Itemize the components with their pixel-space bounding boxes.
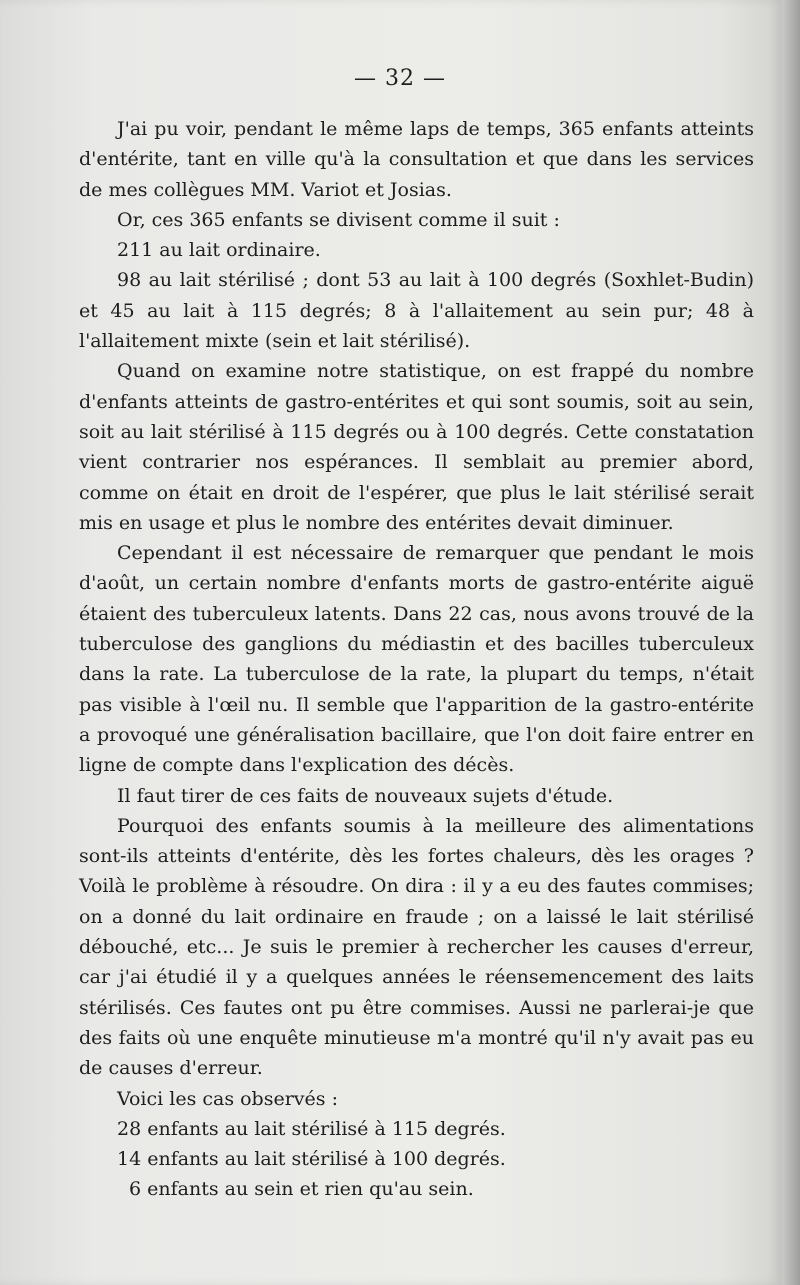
- paragraph: Or, ces 365 enfants se divisent comme il suit :: [117, 208, 560, 231]
- paragraph: J'ai pu voir, pendant le même laps de temps, 365 enfants atteints d'entérite, tant en ville qu'à la consultation et que dans les services de mes collègues MM. Variot et Josias.: [79, 118, 754, 201]
- paragraph: Voici les cas observés :: [117, 1087, 338, 1110]
- page-number: — 32 —: [354, 66, 446, 91]
- case-list-item: 28 enfants au lait stérilisé à 115 degrés.: [117, 1117, 506, 1140]
- paragraph: 211 au lait ordinaire.: [117, 239, 321, 262]
- body-text: [79, 114, 754, 1205]
- page-edge-shadow: [782, 0, 800, 1285]
- paragraph: Pourquoi des enfants soumis à la meilleure des alimentations sont-ils atteints d'entérite, dès les fortes chaleurs, dès les orages ? Voilà le problème à résoudre. On dira : il y a eu des fautes commises; on a donné du lait ordinaire en fraude ; on a laissé le lait stérilisé débouché, etc... Je suis le premier à rechercher les causes d'erreur, car j'ai étudié il y a quelques années le réensemencement des laits stérilisés. Ces fautes ont pu être commises. Aussi ne parlerai-je que des faits où une enquête minutieuse m'a montré qu'il n'y avait pas eu de causes d'erreur.: [79, 814, 754, 1080]
- paragraph: Quand on examine notre statistique, on est frappé du nombre d'enfants atteints de gastro-entérites et qui sont soumis, soit au sein, soit au lait stérilisé à 115 degrés ou à 100 degrés. Cette constatation vient contrarier nos espérances. Il semblait au premier abord, comme on était en droit de l'espérer, que plus le lait stérilisé serait mis en usage et plus le nombre des entérites devait diminuer.: [79, 360, 754, 534]
- paragraph: Cependant il est nécessaire de remarquer que pendant le mois d'août, un certain nombre d'enfants morts de gastro-entérite aiguë étaient des tuberculeux latents. Dans 22 cas, nous avons trouvé de la tuberculose des ganglions du médiastin et des bacilles tuberculeux dans la rate. La tuberculose de la rate, la plupart du temps, n'était pas visible à l'œil nu. Il semble que l'apparition de la gastro-entérite a provoqué une généralisation bacillaire, que l'on doit faire entrer en ligne de compte dans l'explication des décès.: [79, 542, 754, 777]
- case-list-item: 14 enfants au lait stérilisé à 100 degrés.: [117, 1148, 506, 1171]
- paragraph: 98 au lait stérilisé ; dont 53 au lait à 100 degrés (Soxhlet-Budin) et 45 au lait à 115 degrés; 8 à l'allaitement au sein pur; 48 à l'allaitement mixte (sein et lait stérilisé).: [79, 269, 754, 353]
- paragraph: Il faut tirer de ces faits de nouveaux sujets d'étude.: [117, 784, 614, 807]
- case-list-item: 6 enfants au sein et rien qu'au sein.: [129, 1178, 474, 1201]
